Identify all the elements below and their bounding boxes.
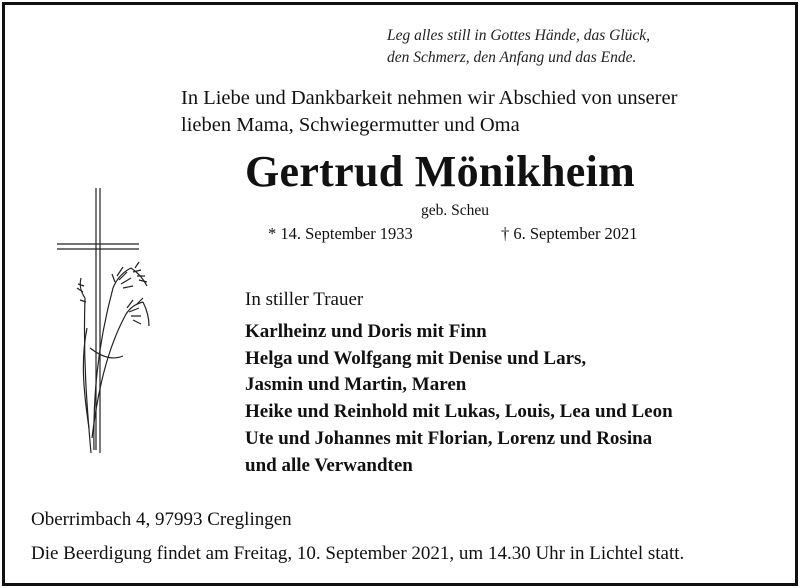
funeral-notice: Die Beerdigung findet am Freitag, 10. September 2021, um 14.30 Uhr in Lichtel statt. [31,543,685,564]
quote-line-2: den Schmerz, den Anfang und das Ende. [387,49,637,66]
cross-with-wheat-icon [53,188,163,458]
maiden-name: geb. Scheu [421,202,490,219]
mourners-list [245,319,785,479]
family-address: Oberrimbach 4, 97993 Creglingen [31,509,292,530]
intro-line-1: In Liebe und Dankbarkeit nehmen wir Abschied von unserer [181,87,678,109]
mourning-intro: In stiller Trauer [245,289,364,310]
death-date: † 6. September 2021 [501,224,638,243]
mourner-line: Heike und Reinhold mit Lukas, Louis, Lea und Leon [245,401,673,423]
bible-quote [387,25,787,69]
birth-date: * 14. September 1933 [268,224,413,243]
mourner-line: und alle Verwandten [245,454,413,476]
mourner-line: Helga und Wolfgang mit Denise und Lars, [245,347,587,369]
mourner-line: Ute und Johannes mit Florian, Lorenz und Rosina [245,427,653,449]
intro-line-2: lieben Mama, Schwiegermutter und Oma [181,114,520,136]
quote-line-1: Leg alles still in Gottes Hände, das Glück, [387,27,651,44]
mourner-line: Karlheinz und Doris mit Finn [245,321,487,342]
intro-text [181,85,781,139]
deceased-name: Gertrud Mönikheim [245,147,636,196]
mourner-line: Jasmin und Martin, Maren [245,374,467,396]
obituary-notice [2,2,798,586]
